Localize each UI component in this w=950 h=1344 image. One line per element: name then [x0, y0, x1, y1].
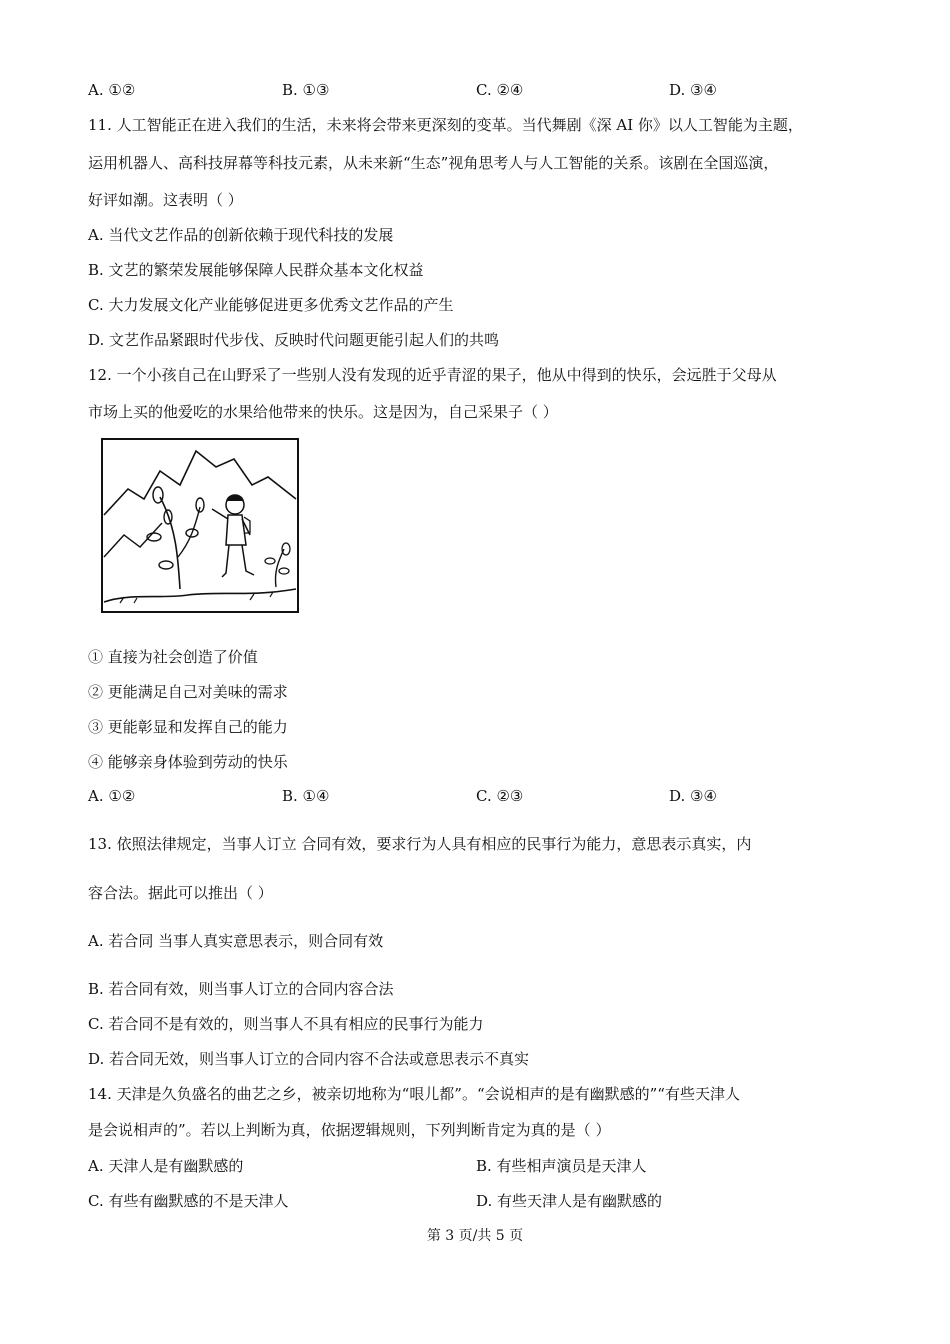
q14-option-d: D. 有些天津人是有幽默感的: [476, 1192, 663, 1210]
q12-stem-line-1: 12. 一个小孩自己在山野采了一些别人没有发现的近乎青涩的果子，他从中得到的快乐，会远胜于父母从: [88, 366, 777, 384]
q11-stem-line-3: 好评如潮。这表明（ ）: [88, 191, 243, 209]
q12-stem-line-2: 市场上买的他爱吃的水果给他带来的快乐。这是因为，自己采果子（ ）: [88, 403, 558, 421]
q12-option-a: A. ①②: [88, 787, 136, 805]
q14-stem-line-1: 14. 天津是久负盛名的曲艺之乡，被亲切地称为“哏儿都”。“会说相声的是有幽默感的”“有些天津人: [88, 1085, 740, 1103]
q12-option-d: D. ③④: [669, 787, 717, 805]
q14-option-a: A. 天津人是有幽默感的: [88, 1157, 244, 1175]
q10-option-d: D. ③④: [669, 81, 717, 99]
q11-option-b: B. 文艺的繁荣发展能够保障人民群众基本文化权益: [88, 261, 424, 279]
q11-option-d: D. 文艺作品紧跟时代步伐、反映时代问题更能引起人们的共鸣: [88, 331, 500, 349]
q11-stem-line-1: 11. 人工智能正在进入我们的生活，未来将会带来更深刻的变革。当代舞剧《深 AI 你》以人工智能为主题，: [88, 116, 803, 134]
q13-stem-line-1: 13. 依照法律规定，当事人订立 合同有效，要求行为人具有相应的民事行为能力，意思表示真实，内: [88, 835, 752, 853]
q13-stem-line-2: 容合法。据此可以推出（ ）: [88, 884, 273, 902]
q12-statement-2: ② 更能满足自己对美味的需求: [88, 683, 288, 701]
q14-option-c: C. 有些有幽默感的不是天津人: [88, 1192, 289, 1210]
q11-option-a: A. 当代文艺作品的创新依赖于现代科技的发展: [88, 226, 394, 244]
q13-option-c: C. 若合同不是有效的，则当事人不具有相应的民事行为能力: [88, 1015, 484, 1033]
q12-option-b: B. ①④: [282, 787, 330, 805]
q10-option-b: B. ①③: [282, 81, 330, 99]
q13-option-d: D. 若合同无效，则当事人订立的合同内容不合法或意思表示不真实: [88, 1050, 530, 1068]
page-number: 第 3 页/共 5 页: [426, 1228, 524, 1244]
q12-statement-3: ③ 更能彰显和发挥自己的能力: [88, 718, 288, 736]
q11-option-c: C. 大力发展文化产业能够促进更多优秀文艺作品的产生: [88, 296, 454, 314]
q10-option-a: A. ①②: [88, 81, 136, 99]
q14-stem-line-2: 是会说相声的”。若以上判断为真，依据逻辑规则，下列判断肯定为真的是（ ）: [88, 1121, 611, 1139]
q13-option-a: A. 若合同 当事人真实意思表示，则合同有效: [88, 932, 384, 950]
q12-statement-1: ① 直接为社会创造了价值: [88, 648, 258, 666]
q12-statement-4: ④ 能够亲身体验到劳动的快乐: [88, 753, 288, 771]
q12-option-c: C. ②③: [476, 787, 524, 805]
child-picking-fruit-illustration: [100, 437, 300, 614]
q14-option-b: B. 有些相声演员是天津人: [476, 1157, 647, 1175]
q11-stem-line-2: 运用机器人、高科技屏幕等科技元素，从未来新“生态”视角思考人与人工智能的关系。该剧在全国巡演，: [88, 154, 779, 172]
q10-option-c: C. ②④: [476, 81, 524, 99]
q13-option-b: B. 若合同有效，则当事人订立的合同内容合法: [88, 980, 394, 998]
